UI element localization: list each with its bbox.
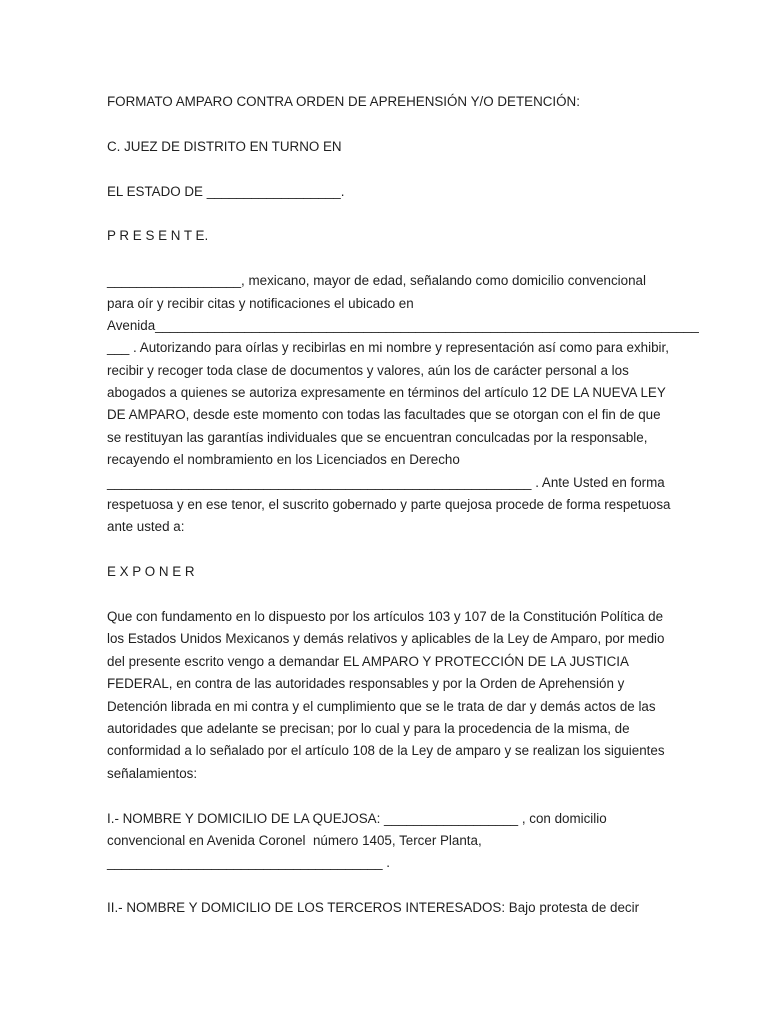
paragraph-line: Avenida_________________________________________________________________________	[107, 317, 699, 333]
intro-paragraph	[107, 270, 699, 539]
spacer	[107, 158, 663, 180]
paragraph-line: autoridades que adelante se precisan; por lo cual y para la procedencia de la misma, de	[107, 720, 630, 736]
section-two-heading: II.- NOMBRE Y DOMICILIO DE LOS TERCEROS INTERESADOS: Bajo protesta de decir	[107, 900, 640, 916]
paragraph-line: respetuosa y en ese tenor, el suscrito gobernado y parte quejosa procede de forma respetuosa	[107, 497, 671, 513]
paragraph-line: __________________, mexicano, mayor de edad, señalando como domicilio convencional	[107, 273, 646, 289]
document-page	[107, 91, 699, 919]
paragraph-line: ___ . Autorizando para oírlas y recibirlas en mi nombre y representación así como para exhibir,	[107, 340, 669, 356]
exponer-heading: E X P O N E R	[107, 564, 195, 580]
paragraph-line: ante usted a:	[107, 519, 185, 535]
paragraph-line: conformidad a lo señalado por el artículo 108 de la Ley de amparo y se realizan los siguientes	[107, 743, 665, 759]
section-one	[107, 808, 663, 875]
paragraph-line: I.- NOMBRE Y DOMICILIO DE LA QUEJOSA: __________________ , con domicilio	[107, 810, 607, 826]
paragraph-line: para oír y recibir citas y notificaciones el ubicado en	[107, 295, 414, 311]
paragraph-line: Que con fundamento en lo dispuesto por los artículos 103 y 107 de la Constitución Política de	[107, 608, 664, 624]
paragraph-line: _____________________________________ .	[107, 855, 390, 871]
paragraph-line: _________________________________________________________ . Ante Usted en forma	[107, 474, 665, 490]
spacer	[107, 785, 663, 807]
presente-line: P R E S E N T E.	[107, 228, 209, 244]
paragraph-line: convencional en Avenida Coronel número 1405, Tercer Planta,	[107, 832, 482, 848]
paragraph-line: recayendo el nombramiento en los Licenciados en Derecho	[107, 452, 460, 468]
document-title: FORMATO AMPARO CONTRA ORDEN DE APREHENSIÓN Y/O DETENCIÓN:	[107, 94, 580, 109]
paragraph-line: FEDERAL, en contra de las autoridades responsables y por la Orden de Aprehensión y	[107, 676, 625, 692]
paragraph-line: Detención librada en mi contra y el cumplimiento que se le trata de dar y demás actos de las	[107, 698, 656, 714]
state-line: EL ESTADO DE __________________.	[107, 183, 345, 199]
spacer	[107, 248, 663, 270]
paragraph-line: DE AMPARO, desde este momento con todas las facultades que se otorgan con el fin de que	[107, 407, 661, 423]
paragraph-line: los Estados Unidos Mexicanos y demás relativos y aplicables de la Ley de Amparo, por medio	[107, 631, 665, 647]
paragraph-line: del presente escrito vengo a demandar EL AMPARO Y PROTECCIÓN DE LA JUSTICIA	[107, 653, 629, 669]
paragraph-line: señalamientos:	[107, 765, 198, 781]
spacer	[107, 113, 663, 135]
spacer	[107, 539, 663, 561]
paragraph-line: abogados a quienes se autoriza expresamente en términos del artículo 12 DE LA NUEVA LEY	[107, 385, 666, 401]
body-paragraph	[107, 606, 663, 785]
paragraph-line: recibir y recoger toda clase de documentos y valores, aún los de carácter personal a los	[107, 362, 629, 378]
spacer	[107, 203, 663, 225]
spacer	[107, 875, 663, 897]
paragraph-line: se restituyan las garantías individuales que se encuentran conculcadas por la responsable,	[107, 429, 648, 445]
addressee-line: C. JUEZ DE DISTRITO EN TURNO EN	[107, 138, 342, 154]
spacer	[107, 584, 663, 606]
